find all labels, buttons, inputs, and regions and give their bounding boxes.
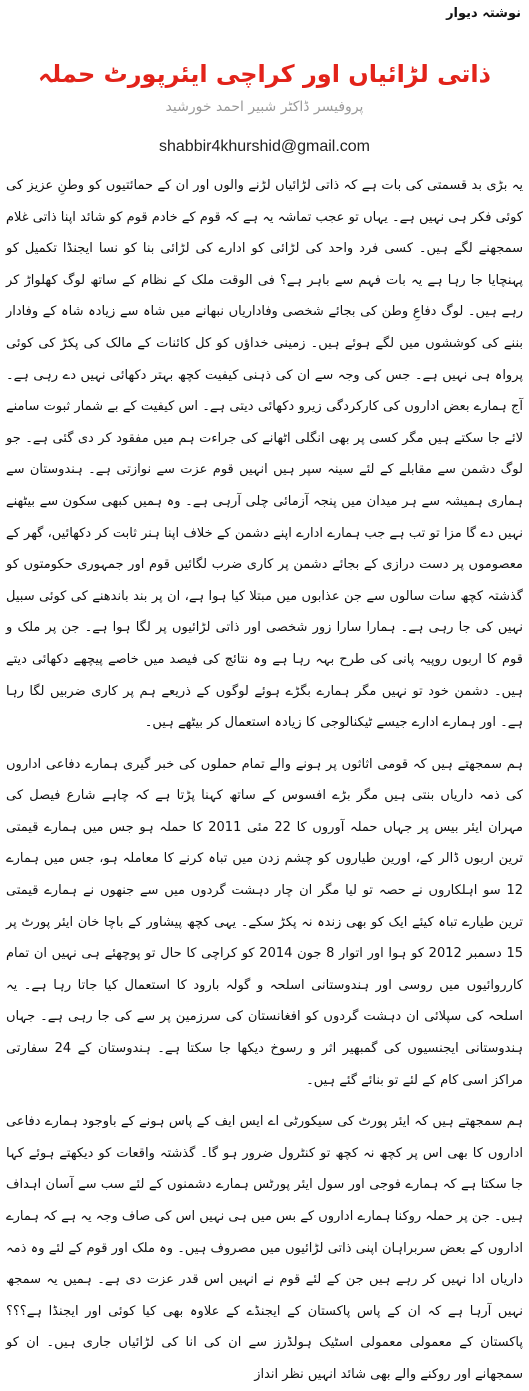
author-byline: پروفیسر ڈاکٹر شبیر احمد خورشید: [165, 99, 364, 115]
article-paragraph: ہم سمجھتے ہیں کہ ایئر پورٹ کی سیکورٹی اے ایس ایف کے پاس ہونے کے باوجود ہمارے دفاعی اداروں کا بھی اس پر کچھ نہ کچھ تو کنٹرول ضرور ہو گا۔ گذشتہ واقعات کو دیکھتے ہوئے کہا جا سکتا ہے کہ ہمارے فوجی اور سول ایئر پورٹس ہمارے دشمنوں کے لئے سب سے آسان اہداف ہیں۔ جن پر حملہ روکنا ہمارے اداروں کے بس میں ہی نہیں اس کی صاف وجہ یہ ہے کہ ہمارے اداروں کے بعض سربراہان اپنی ذاتی لڑائیوں میں مصروف ہیں۔ وہ ملک اور قوم کے لئے وہ ذمہ داریاں ادا نہیں کر رہے ہیں جن کے لئے قوم نے انہیں اس قدر عزت دی ہے۔ ہمیں یہ سمجھ نہیں آرہا ہے کہ ان کے پاس پاکستان کے ایجنڈے کے علاوہ بھی کیا کوئی اور ایجنڈا ہے؟؟؟ پاکستان کے معمولی معمولی اسٹیک ہولڈرز سے ان کی انا کی لڑائیاں جاری ہیں۔ ان کو سمجھانے اور روکنے والے بھی شائد انہیں نظر انداز: [6, 1114, 523, 1382]
author-email: shabbir4khurshid@gmail.com: [159, 138, 370, 155]
article-headline: ذاتی لڑائیاں اور کراچی ایئرپورٹ حملہ: [38, 60, 491, 88]
column-label: نوشتہ دیوار: [446, 6, 521, 21]
article-paragraph: ہم سمجھتے ہیں کہ قومی اثاثوں پر ہونے والے تمام حملوں کی خبر گیری ہمارے دفاعی اداروں کی ذمہ داریاں بنتی ہیں مگر بڑے افسوس کے ساتھ کہنا پڑتا ہے کہ چاہے شارع فیصل کی مہران ایئر بیس پر جہاں حملہ آوروں کا 22 مئی 2011 کا حملہ ہو جس میں ہمارے قیمتی ترین اربوں ڈالر کے، اورین طیاروں کو چشم زدن میں تباہ کرنے کا معاملہ ہو، جس میں ہمارے 12 سو اہلکاروں نے حصہ تو لیا مگر ان چار دہشت گردوں میں سے جنھوں نے ہمارے قیمتی ترین طیارے تباہ کیئے ایک کو بھی زندہ نہ پکڑ سکے۔ یہی کچھ پیشاور کے باچا خان ایئر پورٹ پر 15 دسمبر 2012 کو ہوا اور اتوار 8 جون 2014 کو کراچی کا حال تو پوچھئے ہی نہیں ان تمام کارروائیوں میں روسی اور ہندوستانی اسلحہ و گولہ بارود کا استعمال کیا جاتا رہا ہے۔ یہ اسلحہ کی سپلائی ان دہشت گردوں کو افغانستان کی سرزمین پر سے کی جا رہی ہے۔ جہاں ہندوستانی ایجنسیوں کی گمبھیر اثر و رسوخ دیکھا جا سکتا ہے۔ ہندوستان کے 24 سفارتی مراکز اسی کام کے لئے تو بنائے گئے ہیں۔: [6, 756, 524, 1088]
article-paragraph: یہ بڑی بد قسمتی کی بات ہے کہ ذاتی لڑائیاں لڑنے والوں اور ان کے حمائتیوں کو وطنِ عزیز کی کوئی فکر ہی نہیں ہے۔ یہاں تو عجب تماشہ یہ ہے کہ قوم کے خادم قوم کو شائد اپنا ذاتی غلام سمجھنے لگے ہیں۔ کسی فرد واحد کی لڑائی کو ادارے کی لڑائی بنا کو نسا ایجنڈا تکمیل کو پہنچایا جا رہا ہے یہ بات فہم سے باہر ہے؟ فی الوقت ملک کے نظام کے ساتھ لوگ کھلواڑ کر رہے ہیں۔ لوگ دفاعِ وطن کی بجائے شخصی وفاداریاں نبھانے میں شاہ سے زیادہ شاہ کے وفادار بننے کی کوششوں میں لگے ہوئے ہیں۔ زمینی خداؤں کو کل کائنات کے مالک کی پکڑ کی کوئی پرواہ ہی نہیں ہے۔ جس کی وجہ سے ان کی ذہنی کیفیت کچھ بہتر دکھائی نہیں دے رہی ہے۔ آج ہمارے بعض اداروں کی کارکردگی زیرو دکھائی دیتی ہے۔ اس کیفیت کے بے شمار ثبوت سامنے لائے جا سکتے ہیں مگر کسی پر بھی انگلی اٹھانے کی جراءت ہم میں مفقود کر دی گئی ہے۔ جو لوگ دشمن سے مقابلے کے لئے سینہ سپر ہیں انہیں قوم عزت سے نوازتی ہے۔ ہندوستان سے ہماری ہمیشہ سے ہر میدان میں پنجہ آزمائی چلی آرہی ہے۔ وہ ہمیں کبھی سکون سے بیٹھنے نہیں دے گا مزا تو تب ہے جب ہمارے ادارے اپنے دشمن کے خلاف اپنا ہنر ثابت کر دکھائیں، گھر کے معصوموں پر دست درازی کے بجائے دشمن پر کاری ضرب لگائیں قوم اور جمہوری حکومتوں کو گذشتہ کچھ سات سالوں سے جن عذابوں میں مبتلا کیا ہوا ہے، ان پر بند باندھنے کی کوئی سبیل نہیں کی جا رہی ہے۔ ہمارا سارا زور شخصی اور ذاتی لڑائیوں پر لگا ہوا ہے۔ جن پر ملک و قوم کا اربوں روپیہ پانی کی طرح بہہ رہا ہے وہ نتائج کی فیصد میں خاصے پیچھے دکھائی دیتے ہیں۔ دشمن خود تو نہیں مگر ہمارے بگڑے ہوئے لوگوں کے ذریعے ہم پر کاری ضربیں لگا رہا ہے۔ اور ہمارے ادارے جیسے ٹیکنالوجی کا زیادہ استعمال کر بیٹھے ہیں۔: [6, 178, 523, 731]
article-body: [6, 170, 523, 1391]
